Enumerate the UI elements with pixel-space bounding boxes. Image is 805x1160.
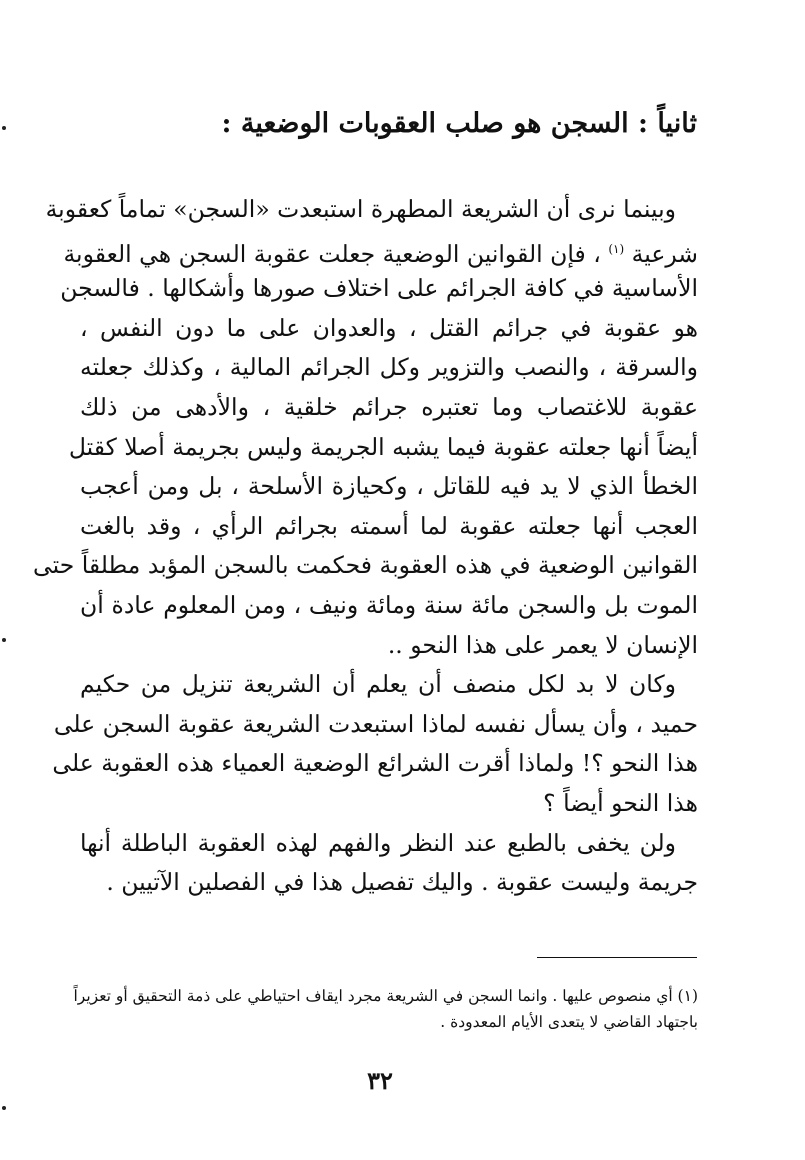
text-line: العجب أنها جعلته عقوبة لما أسمته بجرائم الرأي ، وقد بالغت	[80, 511, 698, 540]
paragraph-2	[52, 665, 698, 823]
text-line: وبينما نرى أن الشريعة المطهرة استبعدت «السجن» تماماً كعقوبة	[45, 195, 676, 223]
text-line: الأساسية في كافة الجرائم على اختلاف صورها وأشكالها . فالسجن	[60, 274, 698, 303]
text-line: الموت بل والسجن مائة سنة ومائة ونيف ، ومن المعلوم عادة أن	[80, 590, 698, 619]
text-segment: شرعية	[631, 239, 698, 268]
margin-mark-middle	[2, 638, 6, 642]
margin-mark-top	[2, 126, 6, 130]
footnote-separator	[537, 957, 697, 958]
text-line: الخطأ الذي لا يد فيه للقاتل ، وكحيازة الأسلحة ، بل ومن أعجب	[80, 472, 698, 501]
section-heading: ثانياً : السجن هو صلب العقوبات الوضعية :	[221, 108, 697, 139]
text-line-with-footnote-ref	[63, 230, 698, 270]
text-line: هذا النحو ؟! ولماذا أقرت الشرائع الوضعية العمياء هذه العقوبة على	[52, 749, 698, 778]
text-line: القوانين الوضعية في هذه العقوبة فحكمت بالسجن المؤبد مطلقاً حتى	[33, 551, 698, 580]
footnote	[73, 983, 698, 1035]
page-number: ٣٢	[367, 1066, 393, 1095]
footnote-line: (١) أي منصوص عليها . وانما السجن في الشريعة مجرد ايقاف احتياطي على ذمة التحقيق أو تعزيراً	[73, 987, 698, 1005]
text-line: والسرقة ، والنصب والتزوير وكل الجرائم المالية ، وكذلك جعلته	[80, 353, 698, 382]
text-segment: ، فإن القوانين الوضعية جعلت عقوبة السجن هي العقوبة	[63, 239, 601, 268]
margin-mark-bottom	[2, 1106, 6, 1110]
text-line: جريمة وليست عقوبة . واليك تفصيل هذا في الفصلين الآتيين .	[106, 868, 698, 897]
paragraph-1	[33, 190, 698, 665]
text-line: وكان لا بد لكل منصف أن يعلم أن الشريعة تنزيل من حكيم	[80, 670, 676, 699]
text-line: أيضاً أنها جعلته عقوبة فيما يشبه الجريمة وليس بجريمة أصلا كقتل	[68, 432, 698, 461]
footnote-reference: (١)	[608, 241, 625, 256]
footnote-line: باجتهاد القاضي لا يتعدى الأيام المعدودة .	[440, 1013, 698, 1031]
text-line: هذا النحو أيضاً ؟	[543, 788, 698, 817]
body-text	[33, 190, 698, 903]
paragraph-3	[80, 824, 698, 903]
text-line: هو عقوبة في جرائم القتل ، والعدوان على ما دون النفس ،	[80, 313, 698, 342]
text-line: ولن يخفى بالطبع عند النظر والفهم لهذه العقوبة الباطلة أنها	[80, 828, 676, 857]
text-line: حميد ، وأن يسأل نفسه لماذا استبعدت الشريعة عقوبة السجن على	[53, 709, 698, 738]
text-line: الإنسان لا يعمر على هذا النحو ..	[387, 630, 698, 659]
text-line: عقوبة للاغتصاب وما تعتبره جرائم خلقية ، والأدهى من ذلك	[80, 392, 698, 421]
